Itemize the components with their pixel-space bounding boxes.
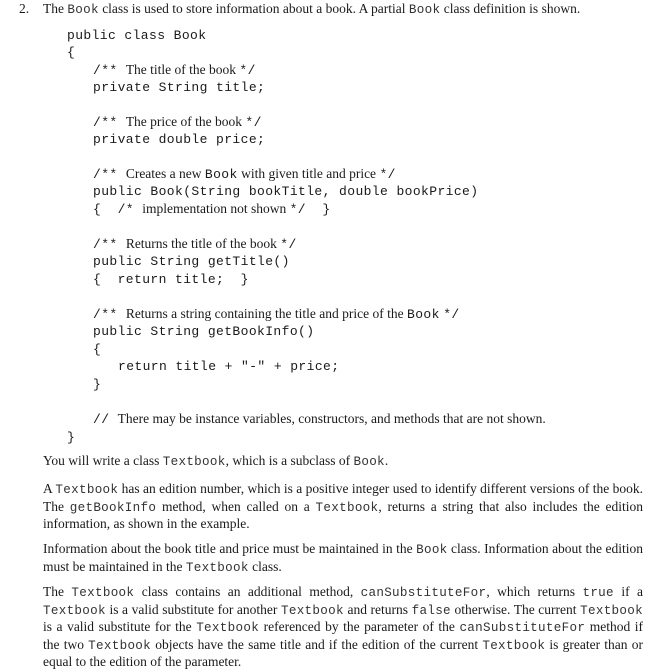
code-token: Book (408, 3, 441, 17)
text-run: , which returns (486, 584, 583, 599)
text-run: is a valid substitute for the (43, 619, 197, 634)
code-token: false (411, 603, 451, 618)
text-run: There may be instance variables, constructors, and methods that are not shown. (117, 411, 546, 426)
code-line (67, 26, 206, 44)
code-token: /** (93, 115, 126, 130)
code-token: /** (93, 237, 126, 252)
code-line (118, 357, 339, 375)
code-token: Textbook (196, 621, 260, 635)
code-token: Textbook (71, 586, 135, 600)
text-run: The title of the book (125, 62, 240, 77)
text-run: class contains an additional method, (134, 584, 361, 599)
code-token: Textbook (315, 500, 379, 515)
code-token: */ (245, 115, 262, 130)
text-run: , which is a subclass of (225, 453, 354, 468)
text-run: and returns (343, 601, 412, 617)
code-line (93, 270, 249, 288)
code-token: public String getTitle() (93, 254, 290, 269)
text-run: Returns the title of the book (125, 236, 281, 251)
code-token: true (582, 586, 614, 600)
paragraph (43, 584, 643, 671)
code-token: Textbook (43, 603, 106, 618)
text-run: referenced by the parameter of the (259, 619, 460, 634)
code-token: { /* (93, 202, 143, 217)
text-run: objects have the same title and if the edition of the current (151, 636, 483, 652)
code-token: { (67, 45, 76, 60)
code-token: // (93, 412, 118, 427)
text-run: class. Information about the edition must be maintained in the (43, 541, 644, 574)
text-run: class is used to store information about a book. A partial (98, 1, 409, 16)
code-token: Textbook (88, 638, 152, 653)
code-line (93, 130, 265, 148)
code-line (93, 182, 478, 200)
text-run: . (384, 453, 389, 468)
text-run: is a valid substitute for another (105, 601, 281, 617)
code-token: { return title; } (93, 272, 249, 287)
code-token: Book (407, 307, 440, 322)
text-run: class. (248, 558, 282, 574)
text-run: implementation not shown (142, 201, 290, 216)
text-run: class definition is shown. (440, 1, 581, 16)
text-run: A (43, 481, 56, 496)
code-token: Textbook (162, 455, 226, 469)
code-token: } (93, 377, 102, 392)
code-line (93, 61, 256, 79)
paragraph (43, 541, 643, 576)
code-token: public Book(String bookTitle, double bookPrice) (93, 184, 479, 199)
code-token: */ } (289, 202, 331, 217)
code-line (93, 322, 314, 340)
code-token: Book (204, 167, 238, 182)
code-line (93, 340, 101, 358)
text-run: Information about the book title and price must be maintained in the (43, 541, 417, 556)
code-line (93, 252, 290, 270)
code-token: public class Book (67, 28, 207, 43)
code-line (93, 375, 101, 393)
text-run: , returns a string that also includes the edition information, as shown in the example. (43, 498, 643, 531)
question-number: 2. (19, 1, 30, 16)
text-run: Creates a new (125, 166, 205, 181)
code-token: Book (67, 3, 99, 17)
code-token: Textbook (280, 603, 344, 618)
code-token: */ (280, 237, 297, 252)
text-run: The (43, 1, 68, 16)
text-run: Returns a string containing the title and price of the (125, 306, 407, 321)
code-token: /** (93, 307, 126, 322)
code-token: Textbook (482, 638, 546, 653)
code-token: canSubstituteFor (360, 586, 487, 600)
code-token: Textbook (55, 483, 119, 497)
text-run: otherwise. The current (450, 601, 581, 617)
code-token: canSubstituteFor (459, 621, 586, 635)
text-run: You will write a class (43, 453, 163, 468)
code-token: return title + "-" + price; (118, 359, 340, 374)
paragraph (43, 453, 643, 471)
code-line (93, 305, 460, 323)
text-run: with given title and price (237, 166, 380, 181)
code-line (93, 410, 546, 428)
code-line (93, 113, 262, 131)
text-run: The price of the book (125, 114, 246, 129)
code-token: } (67, 430, 76, 445)
text-run: method if the two (43, 619, 643, 652)
code-token: getBookInfo (69, 500, 157, 515)
code-token: private double price; (93, 132, 266, 147)
code-line (93, 165, 396, 183)
code-line (93, 78, 265, 96)
paragraph (43, 481, 643, 533)
text-run: has an edition number, which is a positive integer used to identify different versions of the book. The (43, 481, 643, 514)
code-token: Textbook (580, 603, 643, 618)
text-run: is greater than or equal to the edition of the parameter. (43, 636, 643, 669)
code-line (93, 200, 331, 218)
code-token: /** (93, 63, 126, 78)
code-token: */ (379, 167, 396, 182)
code-token: */ (239, 63, 256, 78)
code-token: Textbook (185, 560, 249, 575)
code-token: /** (93, 167, 126, 182)
code-line (67, 428, 75, 446)
code-token: Book (416, 543, 448, 557)
code-token: */ (443, 307, 460, 322)
question-intro (43, 0, 580, 19)
code-token: public String getBookInfo() (93, 324, 315, 339)
text-run: if a (613, 584, 643, 599)
text-run: method, when called on a (156, 498, 316, 514)
text-run: The (43, 584, 72, 599)
code-token: Book (353, 455, 385, 469)
code-line (93, 235, 297, 253)
code-token: private String title; (93, 80, 266, 95)
code-line (67, 43, 75, 61)
code-token: { (93, 342, 102, 357)
